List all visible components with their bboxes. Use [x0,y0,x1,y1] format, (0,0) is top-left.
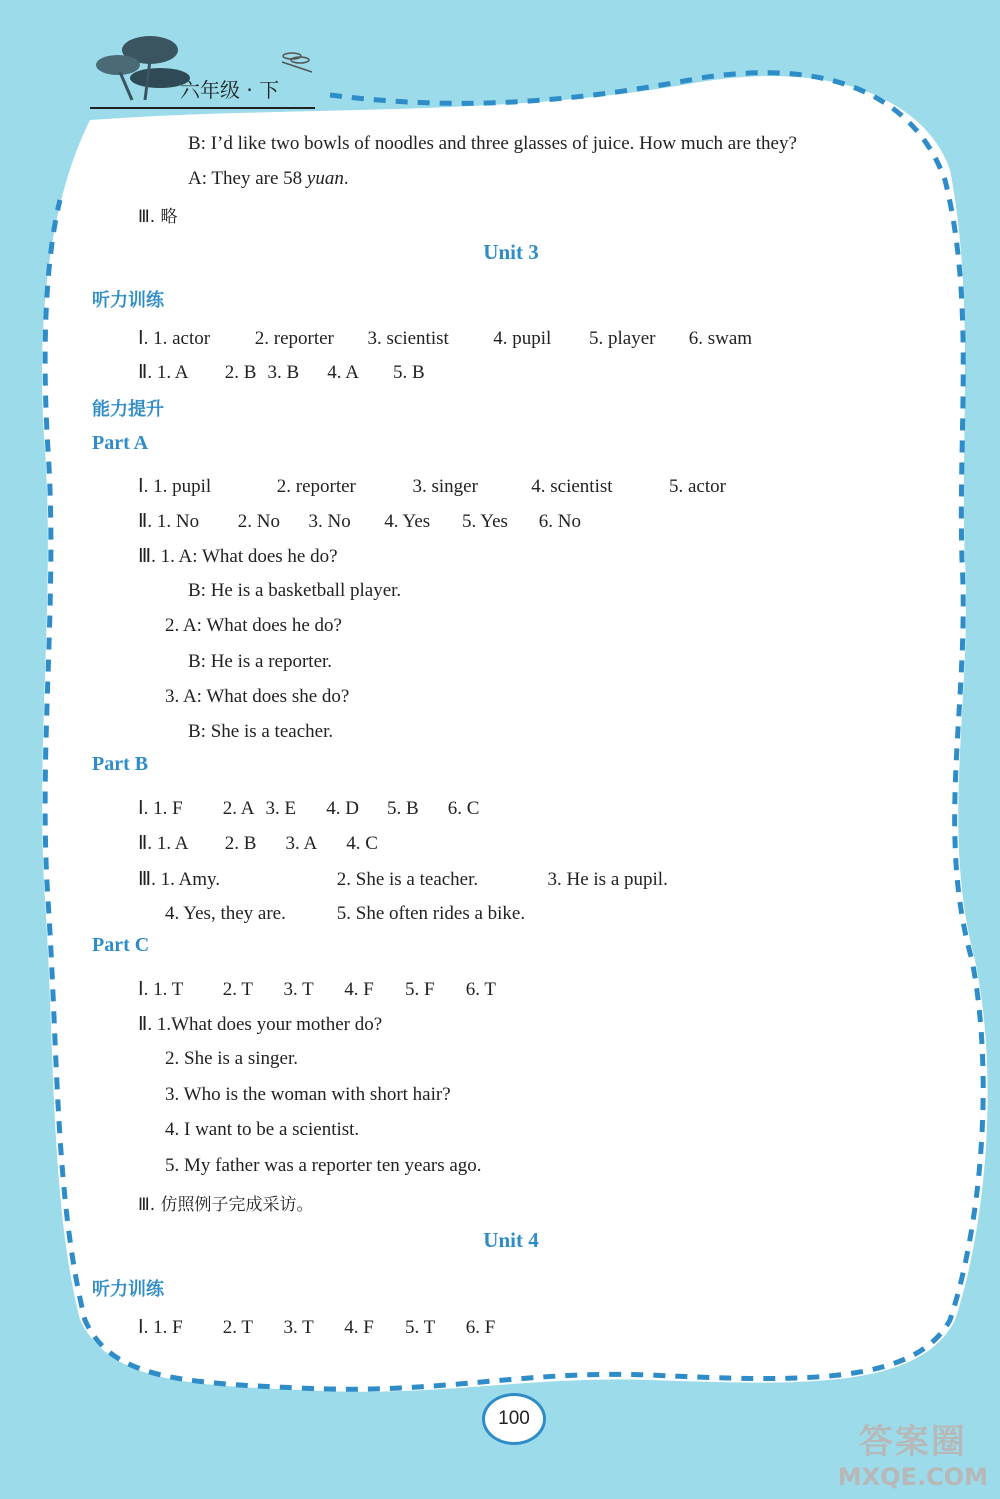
answer-item: 5. player [589,328,656,349]
answer-item: 2. B [224,362,257,383]
unit3-listening-ii [138,361,425,384]
answer-item: 3. T [283,1317,314,1338]
part-c-ii-line: Ⅱ. 1.What does your mother do? [138,1014,383,1035]
intro-line-a-unit: yuan [306,168,344,189]
answer-item: 2. She is a teacher. [336,869,479,890]
part-a-iii-line: B: She is a teacher. [188,721,334,742]
answer-item: 5. actor [669,476,726,497]
part-a-iii-line: 3. A: What does she do? [165,686,350,707]
answer-item: Ⅱ. 1. No [138,511,200,532]
watermark-url: MXQE.COM [837,1463,988,1491]
part-a-iii-line: 2. A: What does he do? [165,615,342,636]
answer-item: 6. C [447,798,480,819]
part-b-heading: Part B [92,753,149,775]
part-b-iii-row1 [138,868,668,891]
answer-item: 5. B [393,362,425,383]
answer-item: Ⅱ. 1. A [138,833,189,854]
answer-item: 4. F [344,1317,374,1338]
answer-item: 3. No [308,511,351,532]
part-a-i [138,475,726,498]
answer-item: 3. T [283,979,314,1000]
part-a-iii-line: Ⅲ. 1. A: What does he do? [138,546,338,567]
part-a-ii [138,510,581,533]
answer-item: Ⅲ. 1. Amy. [138,869,221,890]
answer-item: 5. B [387,798,419,819]
part-b-i [138,797,479,820]
answer-item: Ⅰ. 1. F [138,1317,183,1338]
unit4-listening-heading: 听力训练 [92,1279,164,1300]
unit4-listening-i [138,1316,495,1339]
answer-item: 3. B [267,362,300,383]
answer-item: 2. No [237,511,280,532]
grade-label: 六年级 · 下 [180,78,280,102]
answer-item: 4. A [327,362,359,383]
part-c-ii-line: 3. Who is the woman with short hair? [165,1084,451,1105]
answer-item: 3. E [265,798,297,819]
part-c-ii-line: 2. She is a singer. [165,1048,298,1069]
answer-item: Ⅰ. 1. actor [138,328,211,349]
part-c-iii-line: Ⅲ. 仿照例子完成采访。 [138,1195,314,1215]
intro-line-a [188,168,349,190]
answer-item: Ⅰ. 1. pupil [138,476,212,497]
unit3-ability-heading: 能力提升 [92,399,164,420]
answer-item: 5. She often rides a bike. [336,903,526,924]
answer-item: 6. No [538,511,581,532]
page-number: 100 [482,1393,546,1445]
answer-item: 4. pupil [493,328,552,349]
intro-line-a-suffix: . [343,168,349,189]
part-c-ii-line: 4. I want to be a scientist. [165,1119,360,1140]
answer-item: 3. scientist [367,328,449,349]
answer-item: 4. C [346,833,378,854]
part-a-heading: Part A [92,432,149,454]
part-b-ii [138,832,378,855]
answer-item: 3. singer [412,476,478,497]
intro-line-a-prefix: A: They are 58 [188,168,303,189]
answer-item: 6. swam [688,328,753,349]
answer-item: 6. T [465,979,497,1000]
part-c-ii-line: 5. My father was a reporter ten years ago. [165,1155,482,1176]
answer-item: 2. A [222,798,255,819]
watermark-logo-text: 答案圈 [858,1422,967,1462]
answer-item: 4. F [344,979,374,1000]
part-b-iii-row2 [165,903,525,925]
answer-item: 4. D [326,798,359,819]
answer-item: 5. F [405,979,435,1000]
unit3-title: Unit 3 [483,240,539,264]
answer-item: 2. reporter [254,328,334,349]
answer-item: 5. Yes [462,511,508,532]
answer-item: 4. Yes, they are. [165,903,286,924]
answer-item: 5. T [405,1317,436,1338]
unit3-listening-i [138,327,752,350]
answer-item: Ⅰ. 1. T [138,979,184,1000]
part-c-i [138,978,496,1001]
answer-item: 2. T [222,979,254,1000]
answer-item: 2. B [224,833,257,854]
intro-line-b: B: I’d like two bowls of noodles and three glasses of juice. How much are they? [188,133,797,154]
unit3-listening-heading: 听力训练 [92,290,164,311]
watermark [838,1414,988,1491]
intro-line-iii: Ⅲ. 略 [138,207,178,227]
answer-item: 2. T [222,1317,254,1338]
answer-item: 2. reporter [276,476,356,497]
answer-item: Ⅰ. 1. F [138,798,183,819]
part-a-iii-line: B: He is a reporter. [188,651,333,672]
part-c-heading: Part C [92,934,150,956]
answer-item: 3. A [285,833,318,854]
answer-item: 3. He is a pupil. [547,869,668,890]
part-a-iii-line: B: He is a basketball player. [188,580,402,601]
answer-item: Ⅱ. 1. A [138,362,189,383]
answer-item: 4. Yes [384,511,431,532]
answer-item: 4. scientist [531,476,613,497]
unit4-title: Unit 4 [483,1228,539,1252]
answer-item: 6. F [465,1317,496,1338]
